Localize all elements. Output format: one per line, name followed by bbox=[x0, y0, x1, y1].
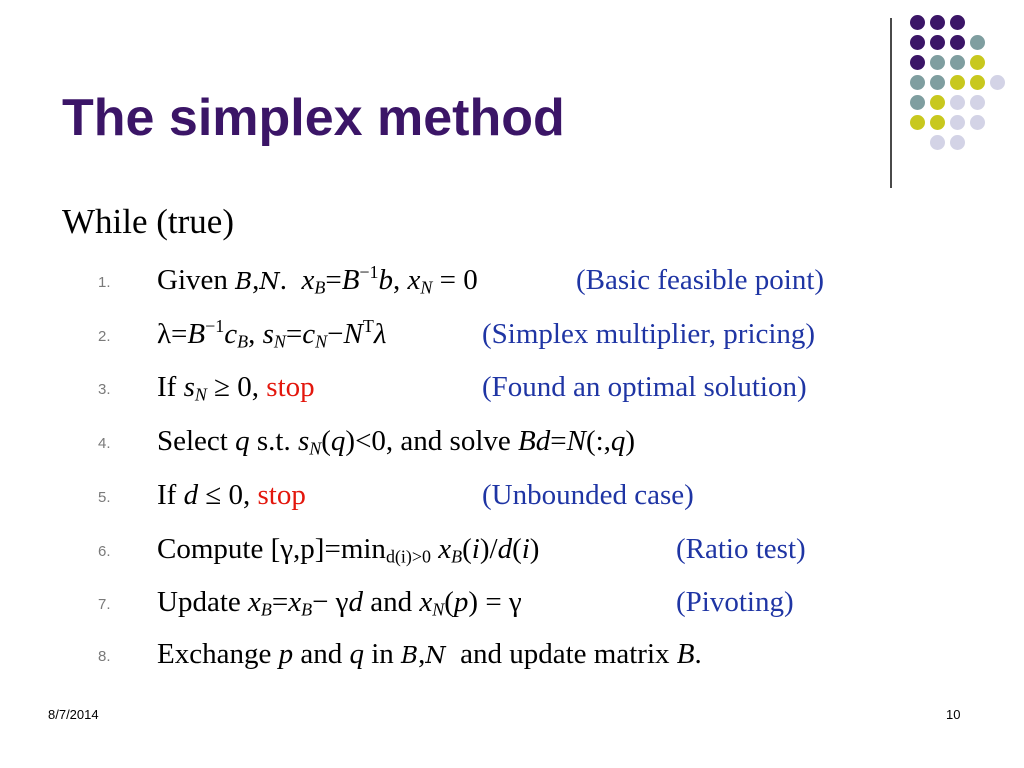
step-text: Select q s.t. $s_N(q)<0$, and solve Bd=N(:,q) bbox=[157, 425, 636, 459]
step-number: 6. bbox=[98, 543, 111, 560]
decorative-dot bbox=[970, 95, 985, 110]
footer-page-number: 10 bbox=[946, 707, 961, 722]
decorative-dot bbox=[970, 75, 985, 90]
decorative-dot bbox=[950, 75, 965, 90]
step-text: Given B,N. $x_B=B^{-1}b$, $x_N = 0$ bbox=[157, 262, 478, 298]
decorative-dot bbox=[910, 55, 925, 70]
decorative-dot bbox=[950, 35, 965, 50]
decorative-dot bbox=[950, 115, 965, 130]
step-note: (Found an optimal solution) bbox=[482, 371, 807, 403]
step-note: (Unbounded case) bbox=[482, 479, 694, 511]
decorative-dot bbox=[910, 35, 925, 50]
step-number: 4. bbox=[98, 435, 111, 452]
step-note: (Pivoting) bbox=[676, 586, 794, 618]
decorative-dot bbox=[970, 35, 985, 50]
decorative-dot bbox=[910, 15, 925, 30]
step-text: Exchange p and q in B,N and update matrix B. bbox=[157, 638, 702, 670]
step-text: Update $x_B=x_B- \gamma d$ and $x_N(p) = \gamma$ bbox=[157, 586, 522, 620]
decorative-dot bbox=[930, 115, 945, 130]
footer-date: 8/7/2014 bbox=[48, 707, 99, 722]
decorative-dot bbox=[950, 95, 965, 110]
step-number: 8. bbox=[98, 648, 111, 665]
decorative-dot bbox=[930, 135, 945, 150]
decorative-dot bbox=[950, 55, 965, 70]
decorative-dot bbox=[930, 35, 945, 50]
slide-title: The simplex method bbox=[62, 89, 565, 147]
step-number: 2. bbox=[98, 328, 111, 345]
decorative-dot bbox=[910, 95, 925, 110]
decorative-dot bbox=[930, 75, 945, 90]
step-text: Compute $[\gamma,p]=\min_{d(i)>0}$ $x_B(i)/d(i)$ bbox=[157, 533, 540, 567]
decorative-dot bbox=[930, 95, 945, 110]
step-number: 1. bbox=[98, 274, 111, 291]
step-text: $\lambda=B^{-1}c_B$, $s_N=c_N-N^T\lambda$ bbox=[157, 316, 387, 352]
decorative-dot bbox=[910, 115, 925, 130]
step-note: (Ratio test) bbox=[676, 533, 806, 565]
step-number: 5. bbox=[98, 489, 111, 506]
step-note: (Simplex multiplier, pricing) bbox=[482, 318, 816, 350]
decorative-dot bbox=[950, 135, 965, 150]
title-divider bbox=[890, 18, 892, 188]
step-number: 7. bbox=[98, 596, 111, 613]
step-number: 3. bbox=[98, 381, 111, 398]
step-note: (Basic feasible point) bbox=[576, 264, 825, 296]
stop-label: stop bbox=[266, 371, 315, 403]
decorative-dot bbox=[990, 75, 1005, 90]
step-text: If d ≤ 0, stop bbox=[157, 479, 306, 511]
decorative-dot bbox=[970, 115, 985, 130]
loop-heading: While (true) bbox=[62, 202, 234, 241]
decorative-dot bbox=[910, 75, 925, 90]
decorative-dot bbox=[930, 55, 945, 70]
stop-label: stop bbox=[257, 479, 306, 511]
decorative-dot bbox=[970, 55, 985, 70]
decorative-dot bbox=[930, 15, 945, 30]
step-text: If $s_N \ge 0$, stop bbox=[157, 371, 315, 405]
decorative-dot bbox=[950, 15, 965, 30]
